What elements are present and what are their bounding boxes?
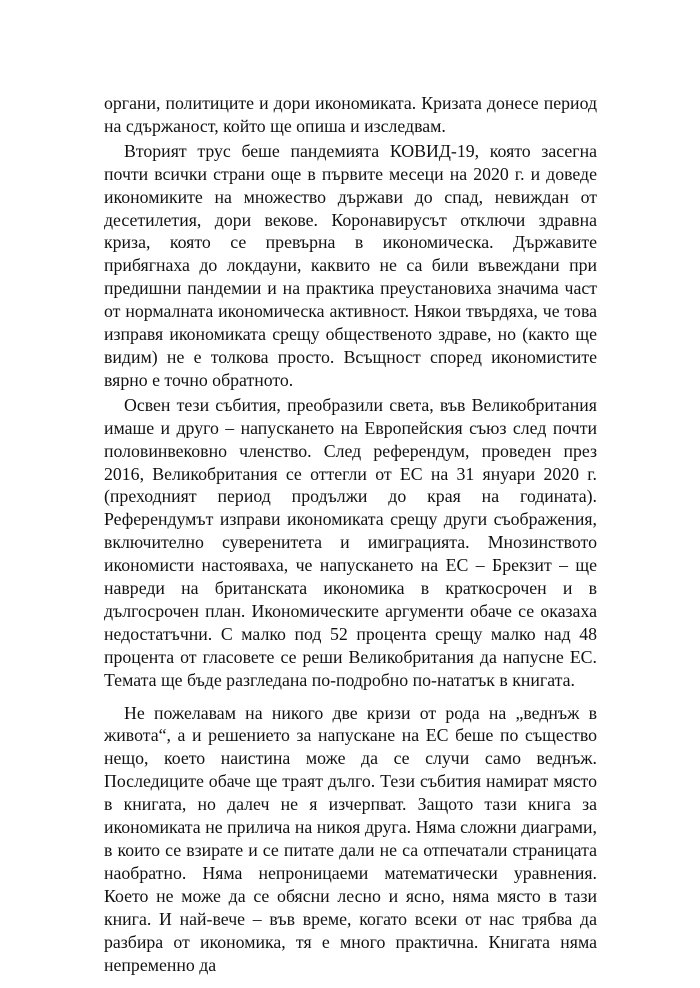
paragraph-3: Освен тези събития, преобразили света, във Великобритания имаше и друго – напускането на Европейския съюз след почти половинвековно членство. След референдум, проведен през 2016, Великобритания се оттегли от ЕС на 31 януари 2020 г. (преходният период продължи до края на годината). Референдумът изправи икономиката срещу други съображения, включително суверенитета и имиграцията. Мнозинството икономисти настояваха, че напускането на ЕС – Брекзит – ще навреди на британската икономика в краткосрочен и в дългосрочен план. Икономическите аргументи обаче се оказаха недостатъчни. С малко под 52 процента срещу малко над 48 процента от гласовете се реши Великобритания да напусне ЕС. Темата ще бъде разгледана по-подробно по-нататък в книгата.: [104, 394, 597, 690]
paragraph-1: органи, политиците и дори икономиката. Кризата донесе период на сдържаност, който ще опиша и изследвам.: [104, 93, 597, 136]
book-page: [104, 92, 597, 976]
paragraph-4: Не пожелавам на никого две кризи от рода на „веднъж в живота“, а и решението за напускане на ЕС беше по същество нещо, което наистина може да се случи само веднъж. Последиците обаче ще траят дълго. Тези събития намират място в книгата, но далеч не я изчерпват. Защото тази книга за икономиката не прилича на никоя друга. Няма сложни диаграми, в които се взирате и се питате дали не са отпечатали страницата наобратно. Няма непроницаеми математически уравнения. Което не може да се обясни лесно и ясно, няма място в тази книга. И най-вече – във време, когато всеки от нас трябва да разбира от икономика, тя е много практична. Книгата няма непременно да: [104, 702, 597, 975]
paragraph-2: Вторият трус беше пандемията КОВИД-19, която засегна почти всички страни още в първите месеци на 2020 г. и доведе икономиките на множество държави до спад, невиждан от десетилетия, дори векове. Коронавирусът отключи здравна криза, която се превърна в икономическа. Държавите прибягнаха до локдауни, каквито не са били въвеждани при предишни пандемии и на практика преустановиха значима част от нормалната икономическа активност. Някои твърдяха, че това изправя икономиката срещу общественото здраве, но (както ще видим) не е толкова просто. Всъщност според икономистите вярно е точно обратното.: [104, 140, 597, 390]
